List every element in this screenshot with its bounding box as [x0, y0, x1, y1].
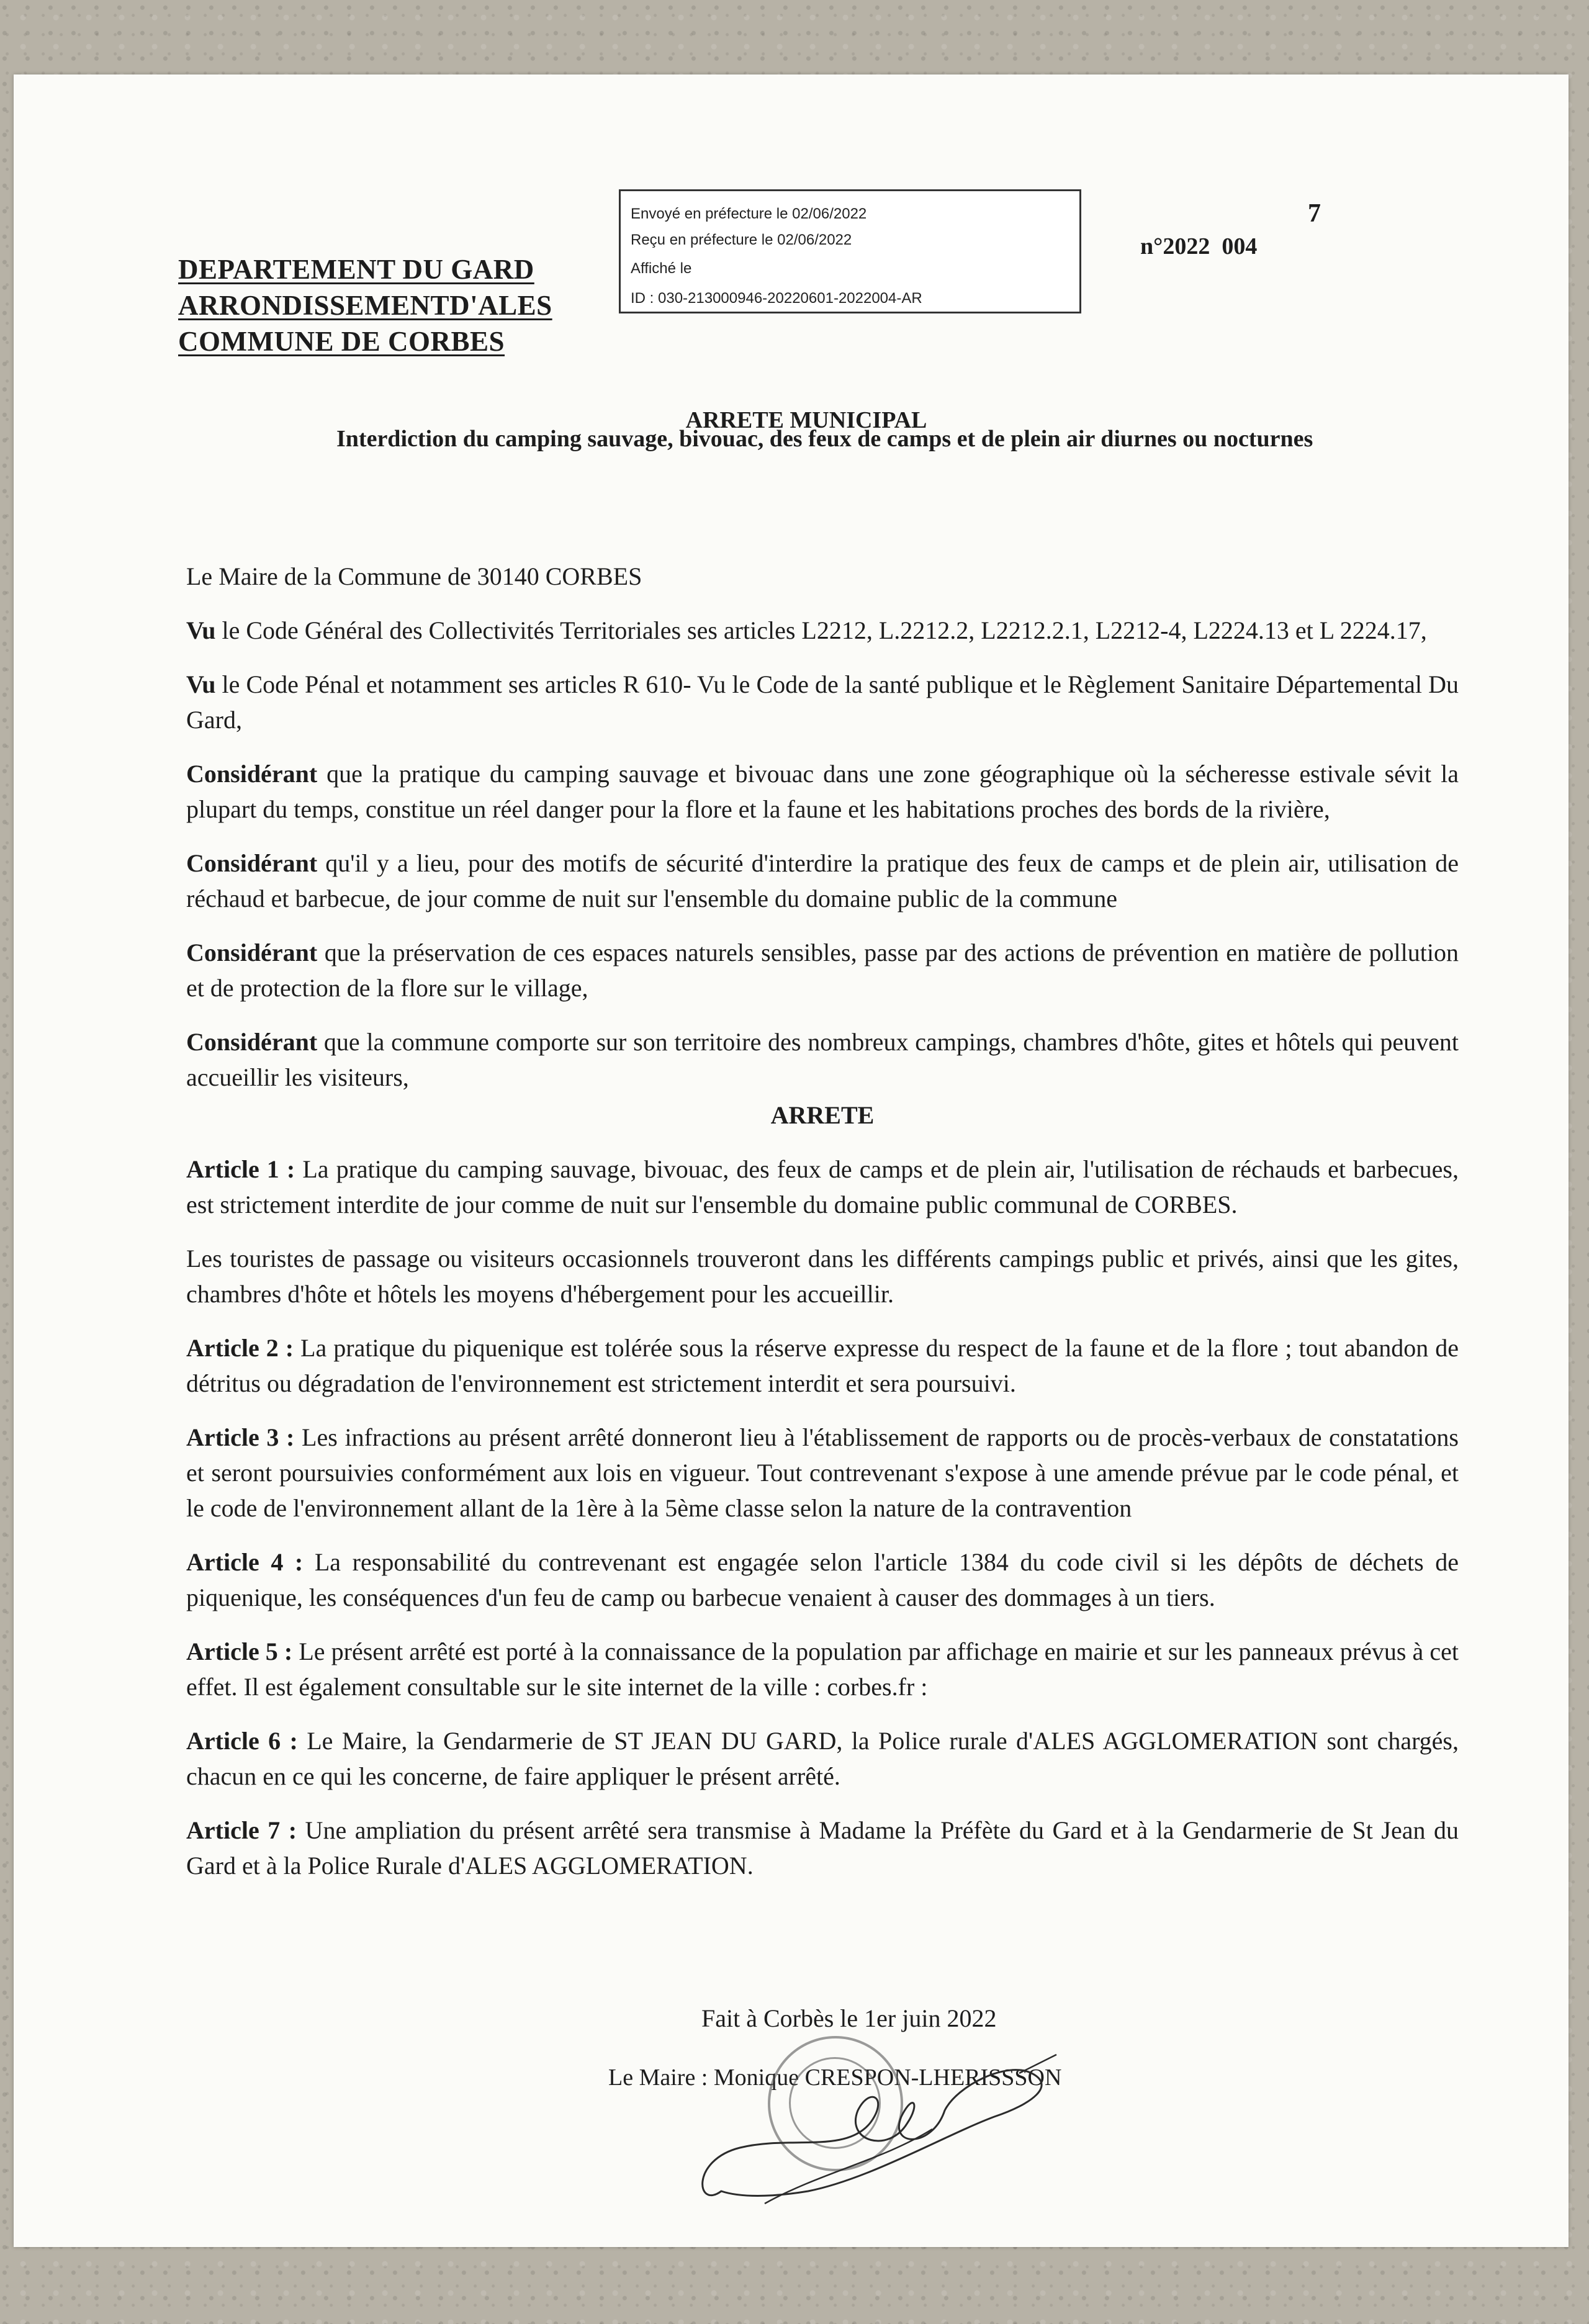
- vu-paragraph-2: Vu le Code Pénal et notamment ses articles R 610- Vu le Code de la santé publique et le Règlement Sanitaire Départemental Du Gard,: [186, 670, 1459, 734]
- stamp-sent-line: Envoyé en préfecture le 02/06/2022: [631, 205, 867, 222]
- arrete-heading: ARRETE: [770, 1101, 875, 1129]
- page-number: 7: [1308, 199, 1321, 228]
- vu-label: Vu: [186, 670, 216, 698]
- considerant-paragraph-4: Considérant que la commune comporte sur son territoire des nombreux campings, chambres d'hôte, gites et hôtels qui peuvent accueillir les visiteurs,: [186, 1028, 1459, 1091]
- mayor-name: Le Maire : Monique CRESPON-LHERISSSON: [608, 2065, 1062, 2091]
- place-and-date: Fait à Corbès le 1er juin 2022: [701, 2004, 997, 2032]
- stamp-posted-line: Affiché le: [631, 260, 692, 277]
- document-title: ARRETE MUNICIPAL: [685, 407, 927, 433]
- preamble-intro: Le Maire de la Commune de 30140 CORBES: [186, 562, 642, 590]
- article-2: Article 2 : La pratique du piquenique est tolérée sous la réserve expresse du respect de la faune et de la flore ; tout abandon de détritus ou dégradation de l'environnement est strictement interdit et sera poursuivi.: [186, 1334, 1459, 1397]
- commune-line: COMMUNE DE CORBES: [178, 326, 505, 357]
- issuing-authority-header: [178, 251, 552, 359]
- document-page: [14, 74, 1569, 2247]
- considerant-paragraph-3: Considérant que la préservation de ces espaces naturels sensibles, passe par des actions de prévention en matière de pollution et de protection de la flore sur le village,: [186, 939, 1459, 1002]
- arrondissement-line: ARRONDISSEMENTD'ALES: [178, 290, 552, 321]
- document-subtitle: Interdiction du camping sauvage, bivouac, des feux de camps et de plein air diurnes ou nocturnes: [336, 426, 1313, 452]
- vu-paragraph-1: Vu le Code Général des Collectivités Territoriales ses articles L2212, L.2212.2, L2212.2.1, L2212-4, L2224.13 et L 2224.17,: [186, 616, 1427, 644]
- article-1: Article 1 : La pratique du camping sauvage, bivouac, des feux de camps et de plein air, l'utilisation de réchauds et barbecues, est strictement interdite de jour comme de nuit sur l'ensemble du domaine public communal de CORBES.: [186, 1155, 1459, 1218]
- document-body: [186, 559, 1459, 1902]
- stamp-received-line: Reçu en préfecture le 02/06/2022: [631, 232, 852, 248]
- article-1-continuation: Les touristes de passage ou visiteurs occasionnels trouveront dans les différents campings public et privés, ainsi que les gites, chambres d'hôte et hôtels les moyens d'hébergement pour les accueillir.: [186, 1245, 1459, 1308]
- article-7: Article 7 : Une ampliation du présent arrêté sera transmise à Madame la Préfète du Gard et à la Gendarmerie de St Jean du Gard et à la Police Rurale d'ALES AGGLOMERATION.: [186, 1816, 1459, 1880]
- article-6: Article 6 : Le Maire, la Gendarmerie de ST JEAN DU GARD, la Police rurale d'ALES AGGLOMERATION sont chargés, chacun en ce qui les concerne, de faire appliquer le présent arrêté.: [186, 1727, 1459, 1790]
- department-line: DEPARTEMENT DU GARD: [178, 254, 534, 285]
- considerant-paragraph-2: Considérant qu'il y a lieu, pour des motifs de sécurité d'interdire la pratique des feux de camps et de plein air, utilisation de réchaud et barbecue, de jour comme de nuit sur l'ensemble du domaine public de la commune: [186, 849, 1459, 912]
- stamp-id-line: ID : 030-213000946-20220601-2022004-AR: [631, 290, 922, 307]
- article-4: Article 4 : La responsabilité du contrevenant est engagée selon l'article 1384 du code civil si les dépôts de déchets de piquenique, les conséquences d'un feu de camp ou barbecue venaient à causer des dommages à un tiers.: [186, 1548, 1459, 1611]
- prefecture-stamp-box: [619, 189, 1081, 313]
- handwritten-signature: [684, 2048, 1087, 2222]
- vu-label: Vu: [186, 616, 216, 644]
- article-3: Article 3 : Les infractions au présent arrêté donneront lieu à l'établissement de rapports ou de procès-verbaux de constatations et seront poursuivies conformément aux lois en vigueur. Tout contrevenant s'expose à une amende prévue par le code pénal, et le code de l'environnement allant de la 1ère à la 5ème classe selon la nature de la contravention: [186, 1423, 1459, 1522]
- considerant-paragraph-1: Considérant que la pratique du camping sauvage et bivouac dans une zone géographique où la sécheresse estivale sévit la plupart du temps, constitue un réel danger pour la flore et la faune et les habitations proches des bords de la rivière,: [186, 760, 1459, 823]
- article-5: Article 5 : Le présent arrêté est porté à la connaissance de la population par affichage en mairie et sur les panneaux prévus à cet effet. Il est également consultable sur le site internet de la ville : corbes.fr :: [186, 1637, 1459, 1701]
- decree-reference-number: n°2022 004: [1140, 233, 1258, 259]
